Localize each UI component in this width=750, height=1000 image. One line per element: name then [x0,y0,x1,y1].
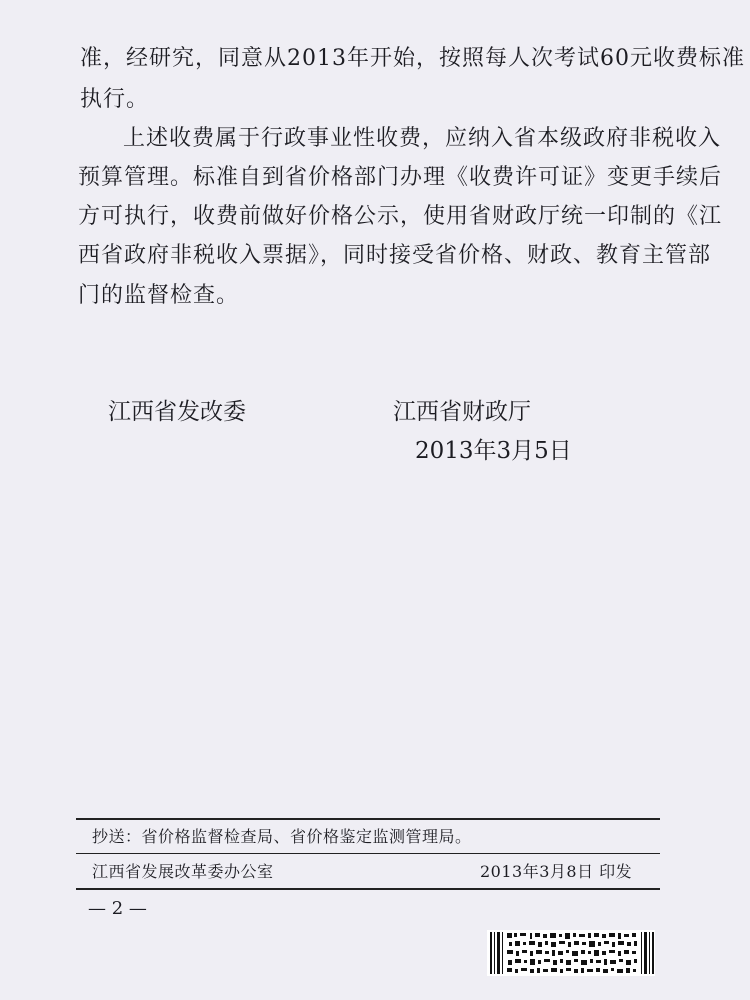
body-line-1: 准，经研究，同意从2013年开始，按照每人次考试60元收费标准 [80,46,745,71]
body-line-4: 预算管理。标准自到省价格部门办理《收费许可证》变更手续后 [78,165,723,190]
body-line-2: 执行。 [80,87,150,112]
body-line-6: 西省政府非税收入票据》，同时接受省价格、财政、教育主管部 [78,243,712,268]
barcode [487,930,655,976]
footer-top-rule [76,818,660,820]
footer-middle-rule [76,853,660,854]
signature-right: 江西省财政厅 [393,399,531,425]
signature-left: 江西省发改委 [108,399,246,425]
body-line-7: 门的监督检查。 [78,283,240,308]
print-date: 2013年3月8日 印发 [480,862,633,881]
page-number: — 2 — [88,898,147,919]
issuer-name: 江西省发展改革委办公室 [92,862,274,881]
signature-date: 2013年3月5日 [415,438,572,464]
footer-bottom-rule [76,888,660,890]
cc-line: 抄送：省价格监督检查局、省价格鉴定监测管理局。 [92,827,472,846]
body-line-5: 方可执行，收费前做好价格公示，使用省财政厅统一印制的《江 [78,204,723,229]
body-line-3: 上述收费属于行政事业性收费，应纳入省本级政府非税收入 [123,126,722,151]
